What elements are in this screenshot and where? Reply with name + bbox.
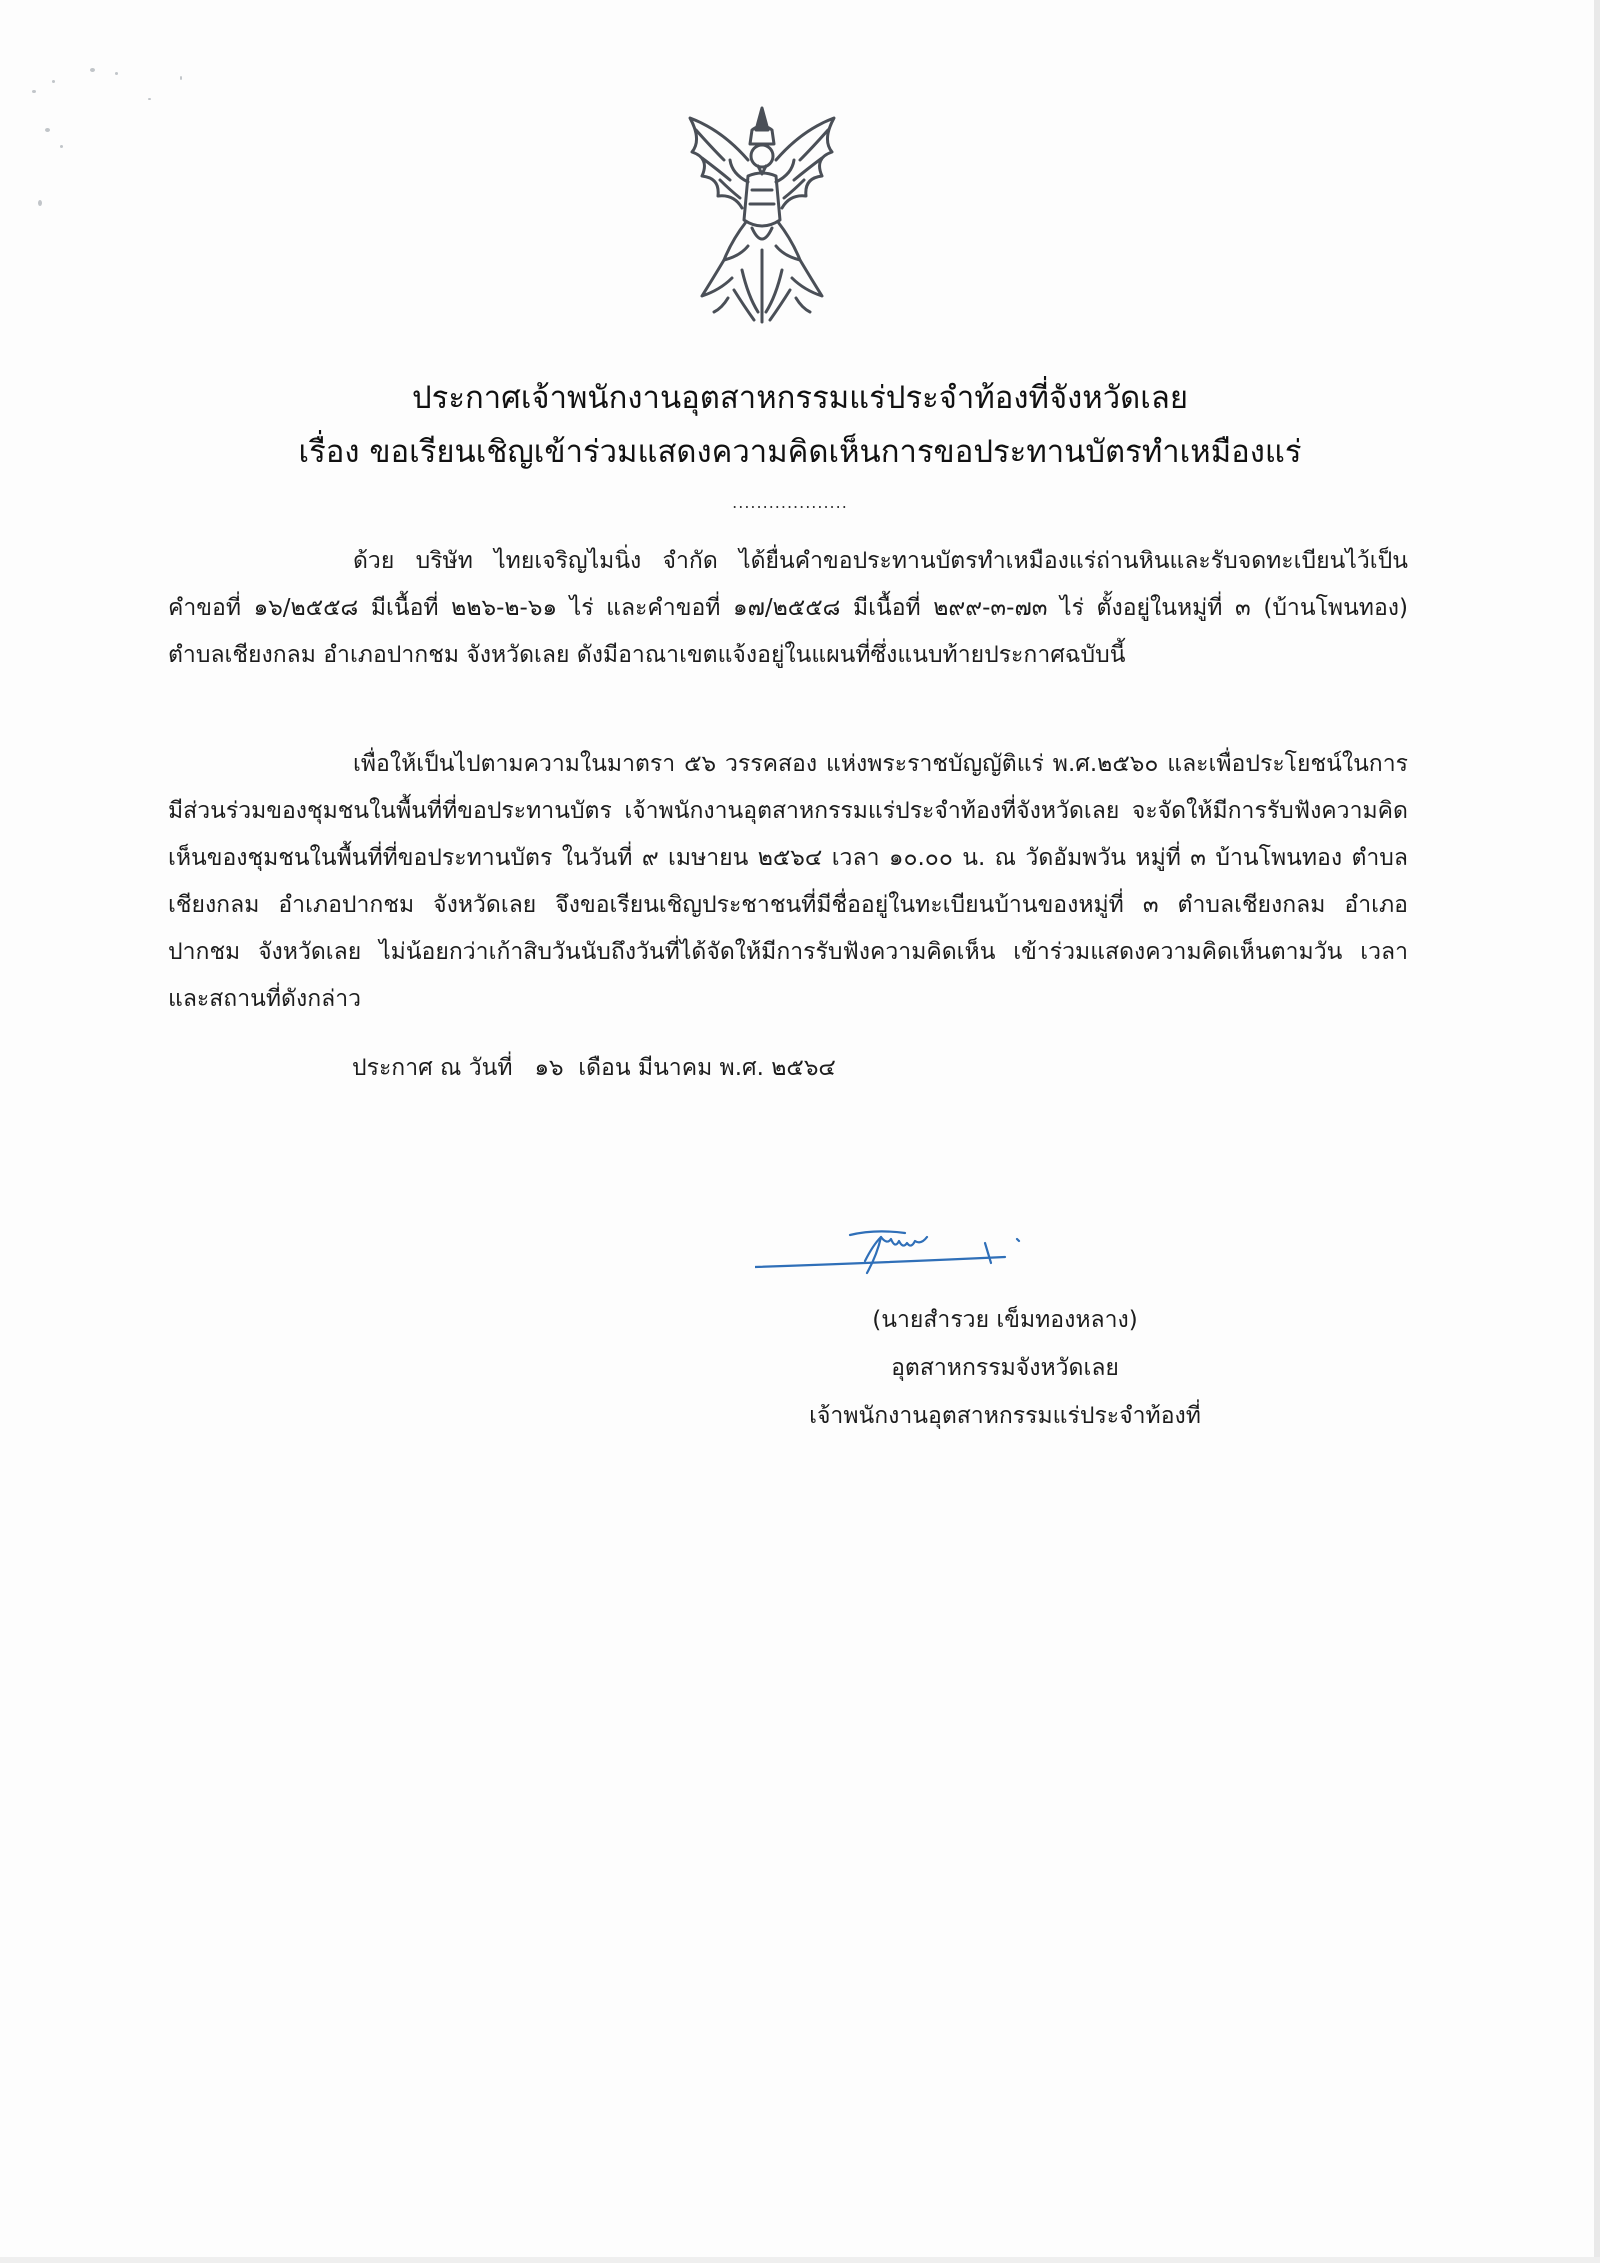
page-edge-shadow-bottom <box>0 2257 1600 2263</box>
announcement-title: ประกาศเจ้าพนักงานอุตสาหกรรมแร่ประจำท้องที่จังหวัดเลย <box>412 380 1188 416</box>
signer-position: อุตสาหกรรมจังหวัดเลย <box>891 1355 1119 1381</box>
signer-name: (นายสำรวย เข็มทองหลาง) <box>872 1307 1138 1333</box>
garuda-emblem-icon <box>662 100 862 330</box>
body-paragraph-2 <box>168 741 1408 1023</box>
announcement-subject: เรื่อง ขอเรียนเชิญเข้าร่วมแสดงความคิดเห็นการขอประทานบัตรทำเหมืองแร่ <box>298 434 1302 470</box>
scan-specks <box>20 50 280 230</box>
title-separator: ................... <box>732 493 848 512</box>
paragraph-1-text: ด้วย บริษัท ไทยเจริญไมนิ่ง จำกัด ได้ยื่นคำขอประทานบัตรทำเหมืองแร่ถ่านหินและรับจดทะเบียนไว้เป็นคำขอที่ ๑๖/๒๕๕๘ มีเนื้อที่ ๒๒๖-๒-๖๑ ไร่ และคำขอที่ ๑๗/๒๕๕๘ มีเนื้อที่ ๒๙๙-๓-๗๓ ไร่ ตั้งอยู่ในหมู่ที่ ๓ (บ้านโพนทอง) ตำบลเชียงกลม อำเภอปากชม จังหวัดเลย ดังมีอาณาเขตแจ้งอยู่ในแผนที่ซึ่งแนบท้ายประกาศฉบับนี้ <box>168 548 1408 668</box>
page-edge-shadow <box>1594 0 1600 2263</box>
body-paragraph-1 <box>168 538 1408 679</box>
signer-official-title: เจ้าพนักงานอุตสาหกรรมแร่ประจำท้องที่ <box>809 1403 1201 1429</box>
announcement-date: ประกาศ ณ วันที่ ๑๖ เดือน มีนาคม พ.ศ. ๒๕๖๔ <box>352 1055 836 1081</box>
paragraph-2-text: เพื่อให้เป็นไปตามความในมาตรา ๕๖ วรรคสอง แห่งพระราชบัญญัติแร่ พ.ศ.๒๕๖๐ และเพื่อประโยชน์ในการมีส่วนร่วมของชุมชนในพื้นที่ที่ขอประทานบัตร เจ้าพนักงานอุตสาหกรรมแร่ประจำท้องที่จังหวัดเลย จะจัดให้มีการรับฟังความคิดเห็นของชุมชนในพื้นที่ที่ขอประทานบัตร ในวันที่ ๙ เมษายน ๒๕๖๔ เวลา ๑๐.๐๐ น. ณ วัดอัมพวัน หมู่ที่ ๓ บ้านโพนทอง ตำบลเชียงกลม อำเภอปากชม จังหวัดเลย จึงขอเรียนเชิญประชาชนที่มีชื่ออยู่ในทะเบียนบ้านของหมู่ที่ ๓ ตำบลเชียงกลม อำเภอปากชม จังหวัดเลย ไม่น้อยกว่าเก้าสิบวันนับถึงวันที่ได้จัดให้มีการรับฟังความคิดเห็น เข้าร่วมแสดงความคิดเห็นตามวัน เวลา และสถานที่ดังกล่าว <box>168 751 1408 1012</box>
handwritten-signature <box>755 1215 1095 1290</box>
